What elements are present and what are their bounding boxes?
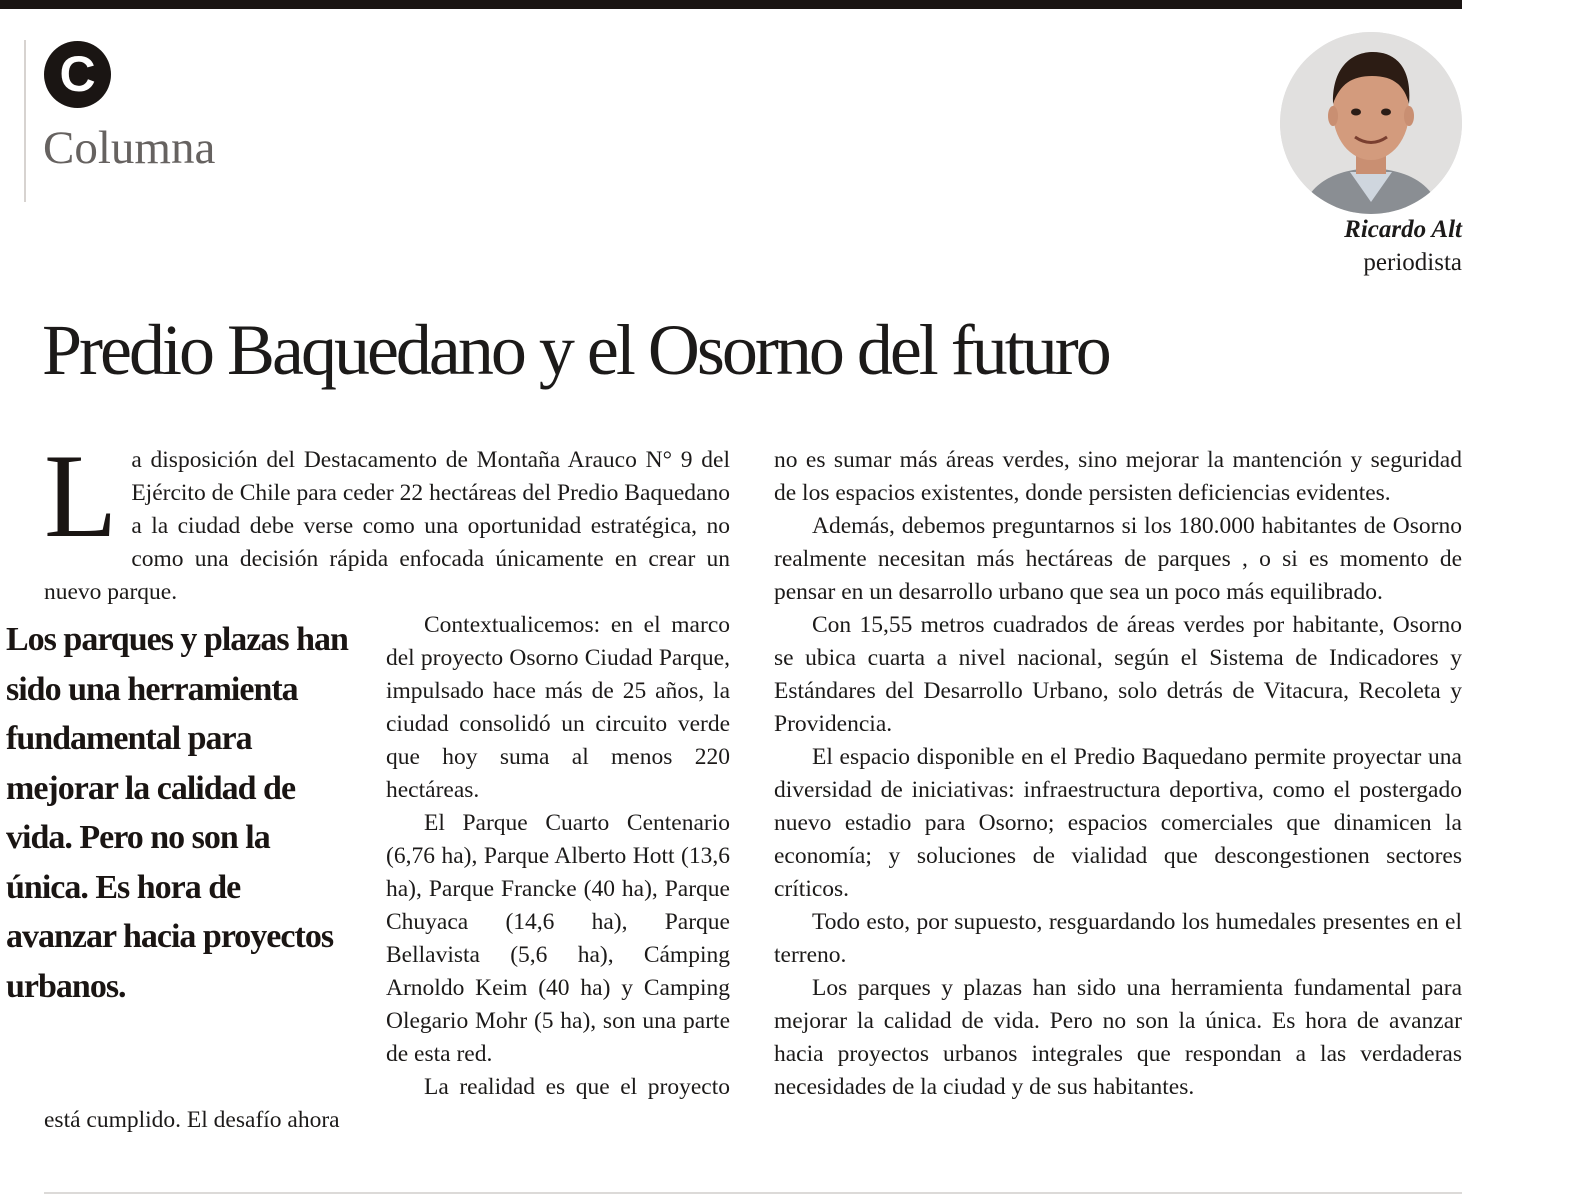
column-badge: C — [44, 41, 111, 108]
paragraph-4: La realidad es que el proyecto está cumplido. El desafío ahora — [44, 1074, 730, 1133]
section-label: Columna — [43, 122, 216, 174]
paragraph-2: Contextualicemos: en el marco del proyecto Osorno Ciudad Parque, impulsado hace más de 25 años, la ciudad consolidó un circuito verde que hoy suma al menos 220 hectáreas. — [386, 612, 730, 803]
paragraph-5: Además, debemos preguntarnos si los 180.000 habitantes de Osorno realmente necesitan más hectáreas de parques , o si es momento de pensar en un desarrollo urbano que sea un poco más equilibrado. — [774, 513, 1462, 605]
author-name: Ricardo Alt — [1344, 216, 1462, 243]
author-photo — [1280, 32, 1462, 214]
paragraph-4-continued: no es sumar más áreas verdes, sino mejorar la mantención y seguridad de los espacios existentes, donde persisten deficiencias evidentes. — [774, 447, 1462, 506]
pull-quote: Los parques y plazas han sido una herramienta fundamental para mejorar la calidad de vida. Pero no son la única. Es hora de avanzar hacia proyectos urbanos. — [6, 621, 348, 1005]
drop-cap: L — [44, 429, 118, 562]
article-column-2 — [774, 444, 1462, 1104]
paragraph-3: El Parque Cuarto Centenario (6,76 ha), Parque Alberto Hott (13,6 ha), Parque Francke (40 ha), Parque Chuyaca (14,6 ha), Parque Bellavista (5,6 ha), Cámping Arnoldo Keim (40 ha) y Camping Olegario Mohr (5 ha), son una parte de esta red. — [386, 810, 730, 1067]
paragraph-9: Los parques y plazas han sido una herramienta fundamental para mejorar la calidad de vida. Pero no son la única. Es hora de avanzar hacia proyectos urbanos integrales que respondan a las verdaderas necesidades de la ciudad y de sus habitantes. — [774, 975, 1462, 1100]
author-portrait-illustration — [1280, 32, 1462, 214]
headline: Predio Baquedano y el Osorno del futuro — [42, 310, 1109, 390]
top-rule — [0, 0, 1462, 9]
article-column-1 — [6, 429, 730, 1137]
bottom-rule — [44, 1192, 1462, 1194]
paragraph-1: a disposición del Destacamento de Montaña Arauco N° 9 del Ejército de Chile para ceder 22 hectáreas del Predio Baquedano a la ciudad debe verse como una oportunidad estratégica, no como una decisión rápida enfocada únicamente en crear un nuevo parque. — [44, 447, 730, 605]
author-role: periodista — [1363, 249, 1462, 276]
paragraph-7: El espacio disponible en el Predio Baquedano permite proyectar una diversidad de iniciativas: infraestructura deportiva, como el postergado nuevo estadio para Osorno; espacios comerciales que dinamicen la economía; y soluciones de vialidad que descongestionen sectores críticos. — [774, 744, 1462, 902]
paragraph-6: Con 15,55 metros cuadrados de áreas verdes por habitante, Osorno se ubica cuarta a nivel nacional, según el Sistema de Indicadores y Estándares del Desarrollo Urbano, solo detrás de Vitacura, Recoleta y Providencia. — [774, 612, 1462, 737]
author-byline — [1344, 214, 1462, 280]
left-rule — [24, 40, 26, 202]
paragraph-8: Todo esto, por supuesto, resguardando los humedales presentes en el terreno. — [774, 909, 1462, 968]
